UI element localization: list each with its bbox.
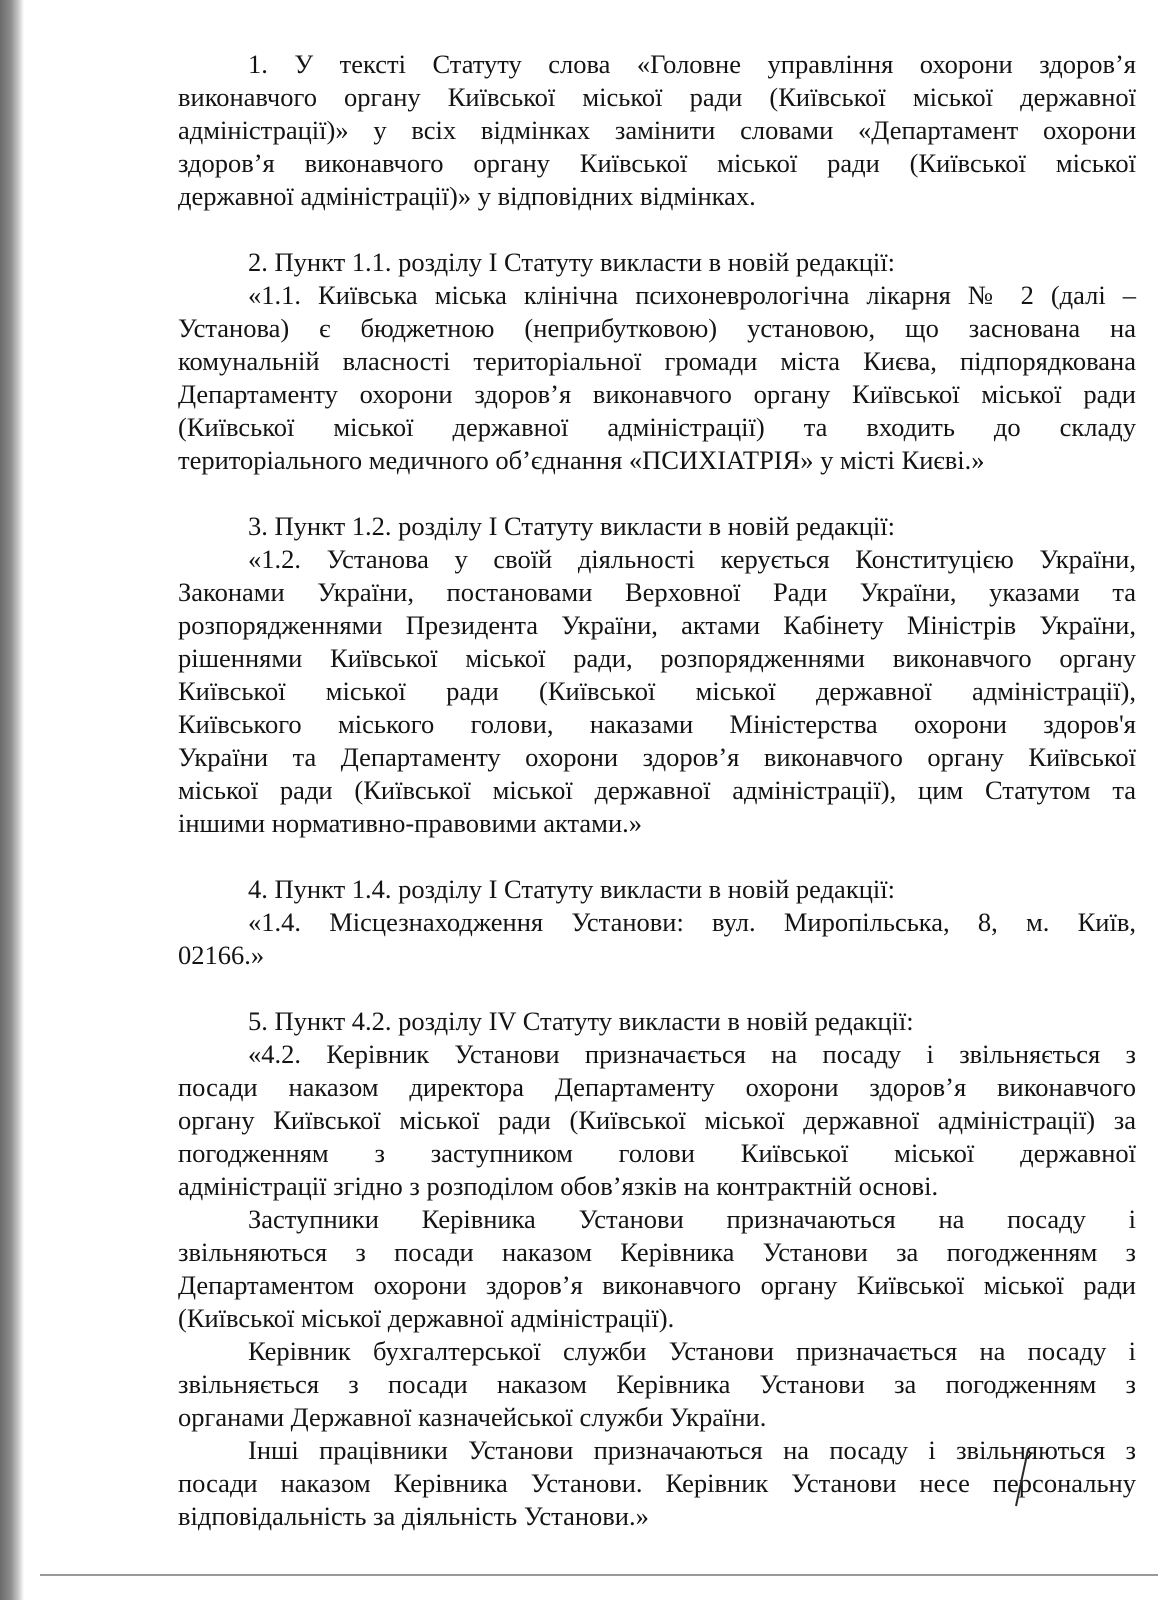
text-line: міської ради (Київської міської державної адміністрації), цим Статутом та	[178, 775, 1136, 805]
item-3	[178, 510, 1136, 840]
text-line: (Київської міської державної адміністрації) та входить до складу	[178, 412, 1136, 442]
text-line: (Київської міської державної адміністрації).	[178, 1303, 675, 1333]
item-2	[178, 246, 1136, 477]
item-1	[178, 48, 1136, 213]
text-line: Установа) є бюджетною (неприбутковою) установою, що заснована на	[178, 313, 1136, 343]
text-line: органами Державної казначейської служби України.	[178, 1402, 767, 1432]
text-line: відповідальність за діяльність Установи.»	[178, 1501, 649, 1531]
text-line: 02166.»	[178, 940, 265, 970]
item-4	[178, 873, 1136, 972]
text-line: адміністрації)» у всіх відмінках замінити словами «Департамент охорони	[178, 115, 1136, 145]
item-heading: 4. Пункт 1.4. розділу І Статуту викласти в новій редакції:	[248, 874, 895, 904]
text-line: іншими нормативно-правовими актами.»	[178, 808, 643, 838]
text-line: органу Київської міської ради (Київської міської державної адміністрації) за	[178, 1105, 1136, 1135]
text-line: Департаменту охорони здоров’я виконавчого органу Київської міської ради	[178, 379, 1136, 409]
text-line: посади наказом директора Департаменту охорони здоров’я виконавчого	[178, 1072, 1136, 1102]
text-line: територіального медичного об’єднання «ПСИХІАТРІЯ» у місті Києві.»	[178, 445, 985, 475]
document-page	[178, 48, 1136, 1533]
text-line: України та Департаменту охорони здоров’я виконавчого органу Київської	[178, 742, 1136, 772]
text-line: рішеннями Київської міської ради, розпорядженнями виконавчого органу	[178, 643, 1136, 673]
text-line: 1. У тексті Статуту слова «Головне управління охорони здоров’я	[248, 49, 1136, 79]
text-line: Департаментом охорони здоров’я виконавчого органу Київської міської ради	[178, 1270, 1136, 1300]
text-line: «1.1. Київська міська клінічна психоневрологічна лікарня № 2 (далі –	[248, 280, 1136, 310]
text-line: виконавчого органу Київської міської ради (Київської міської державної	[178, 82, 1136, 112]
text-line: здоров’я виконавчого органу Київської міської ради (Київської міської	[178, 148, 1136, 178]
text-line: Керівник бухгалтерської служби Установи призначається на посаду і	[248, 1336, 1136, 1366]
item-heading: 5. Пункт 4.2. розділу IV Статуту викласти в новій редакції:	[248, 1006, 914, 1036]
text-line: звільняються з посади наказом Керівника Установи за погодженням з	[178, 1237, 1136, 1267]
text-line: комунальній власності територіальної громади міста Києва, підпорядкована	[178, 346, 1136, 376]
item-heading: 3. Пункт 1.2. розділу І Статуту викласти в новій редакції:	[248, 511, 895, 541]
text-line: державної адміністрації)» у відповідних відмінках.	[178, 181, 756, 211]
scan-edge-shadow	[0, 0, 24, 1600]
text-line: посади наказом Керівника Установи. Керівник Установи несе персональну	[178, 1468, 1136, 1498]
text-line: Заступники Керівника Установи призначаються на посаду і	[248, 1204, 1136, 1234]
text-line: Київського міського голови, наказами Міністерства охорони здоров'я	[178, 709, 1136, 739]
text-line: «1.2. Установа у своїй діяльності керується Конституцією України,	[248, 544, 1136, 574]
pen-stroke-mark	[1006, 1448, 1036, 1508]
text-line: Інші працівники Установи призначаються на посаду і звільняються з	[248, 1435, 1136, 1465]
text-line: погодженням з заступником голови Київської міської державної	[178, 1138, 1136, 1168]
text-line: «1.4. Місцезнаходження Установи: вул. Миропільська, 8, м. Київ,	[248, 907, 1136, 937]
item-heading: 2. Пункт 1.1. розділу І Статуту викласти в новій редакції:	[248, 247, 895, 277]
item-5	[178, 1005, 1136, 1533]
text-line: Київської міської ради (Київської міської державної адміністрації),	[178, 676, 1136, 706]
text-line: звільняється з посади наказом Керівника Установи за погодженням з	[178, 1369, 1136, 1399]
text-line: розпорядженнями Президента України, актами Кабінету Міністрів України,	[178, 610, 1136, 640]
text-line: Законами України, постановами Верховної Ради України, указами та	[178, 577, 1136, 607]
text-line: адміністрації згідно з розподілом обов’язків на контрактній основі.	[178, 1171, 939, 1201]
page-bottom-line	[40, 1574, 1158, 1576]
text-line: «4.2. Керівник Установи призначається на посаду і звільняється з	[248, 1039, 1136, 1069]
